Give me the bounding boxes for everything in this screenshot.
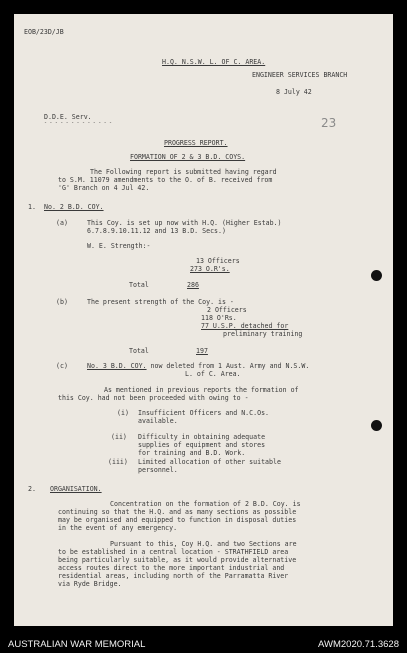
paragraph-line: via Ryde Bridge. (58, 580, 122, 588)
paragraph-line: being particularly suitable, as it would provide alternative (58, 556, 297, 564)
item-label: (b) (56, 298, 68, 306)
paragraph-line: to be established in a central location - STRATHFIELD area (58, 548, 289, 556)
strength-ors: 273 O.R's. (190, 265, 230, 273)
paragraph-line: continuing so that the H.Q. and as many sections as possible (58, 508, 297, 516)
total-label: Total (129, 281, 149, 289)
paragraph-line: access routes direct to the more important industrial and (58, 564, 285, 572)
archive-caption-bar (0, 636, 407, 653)
punch-hole (371, 270, 382, 281)
branch-name: ENGINEER SERVICES BRANCH (252, 71, 348, 79)
total-label: Total (129, 347, 149, 355)
item-text: The present strength of the Coy. is - (87, 298, 234, 306)
sub-item-label: (ii) (111, 433, 127, 441)
addressee-rule: - - - - - - - - - - - - - (44, 120, 112, 126)
total-value: 286 (187, 281, 199, 289)
paragraph-line: may be organised and equipped to function in disposal duties (58, 516, 297, 524)
sub-item-text: Insufficient Officers and N.C.Os. (138, 409, 270, 417)
archive-id: AWM2020.71.3628 (318, 639, 399, 650)
sub-item-text: personnel. (138, 466, 178, 474)
file-reference: EOB/23D/JB (24, 28, 64, 36)
item-label: (a) (56, 219, 68, 227)
report-subtitle: FORMATION OF 2 & 3 B.D. COYS. (130, 153, 246, 161)
section-heading: No. 2 B.D. COY. (44, 203, 104, 211)
strength-officers: 13 Officers (196, 257, 240, 265)
paragraph-line: residential areas, including north of the Parramatta River (58, 572, 289, 580)
item-text: 6.7.8.9.10.11.12 and 13 B.D. Secs.) (87, 227, 226, 235)
paragraph-line: Concentration on the formation of 2 B.D. Coy. is (110, 500, 301, 508)
item-label: (c) (56, 362, 68, 370)
document-date: 8 July 42 (276, 88, 312, 96)
intro-line: The Following report is submitted having regard (90, 168, 277, 176)
item-lead: No. 3 B.D. COY. (87, 362, 147, 370)
folio-number: 23 (321, 116, 337, 130)
punch-hole (371, 420, 382, 431)
paragraph-line: As mentioned in previous reports the formation of (104, 386, 299, 394)
letterhead: H.Q. N.S.W. L. OF C. AREA. (162, 58, 266, 66)
report-title: PROGRESS REPORT. (164, 139, 228, 147)
strength-label: W. E. Strength:- (87, 242, 151, 250)
archive-name: AUSTRALIAN WAR MEMORIAL (8, 639, 146, 650)
strength-usp: preliminary training (223, 330, 303, 338)
intro-line: to S.M. 11079 amendments to the O. of B. received from (58, 176, 273, 184)
item-text-rest: now deleted from 1 Aust. Army and N.S.W. (146, 362, 310, 370)
sub-item-text: for training and B.D. Work. (138, 449, 246, 457)
item-text: This Coy. is set up now with H.Q. (Higher Estab.) (87, 219, 282, 227)
paragraph-line: Pursuant to this, Coy H.Q. and two Sections are (110, 540, 297, 548)
strength-officers: 2 Officers (207, 306, 247, 314)
item-text: L. of C. Area. (185, 370, 241, 378)
paragraph-line: this Coy. had not been proceeded with owing to - (58, 394, 249, 402)
document-page (14, 14, 393, 626)
sub-item-text: available. (138, 417, 178, 425)
addressee: D.D.E. Serv. (44, 113, 92, 121)
sub-item-label: (iii) (108, 458, 128, 466)
section-number: 2. (28, 485, 36, 493)
sub-item-text: Limited allocation of other suitable (138, 458, 281, 466)
sub-item-text: Difficulty in obtaining adequate (138, 433, 266, 441)
section-heading: ORGANISATION. (50, 485, 102, 493)
sub-item-text: supplies of equipment and stores (138, 441, 266, 449)
strength-usp: 77 U.S.P. detached for (201, 322, 289, 330)
strength-ors: 118 O'Rs. (201, 314, 237, 322)
section-number: 1. (28, 203, 36, 211)
total-value: 197 (196, 347, 208, 355)
intro-line: 'G' Branch on 4 Jul 42. (58, 184, 150, 192)
sub-item-label: (i) (117, 409, 129, 417)
paragraph-line: in the event of any emergency. (58, 524, 178, 532)
